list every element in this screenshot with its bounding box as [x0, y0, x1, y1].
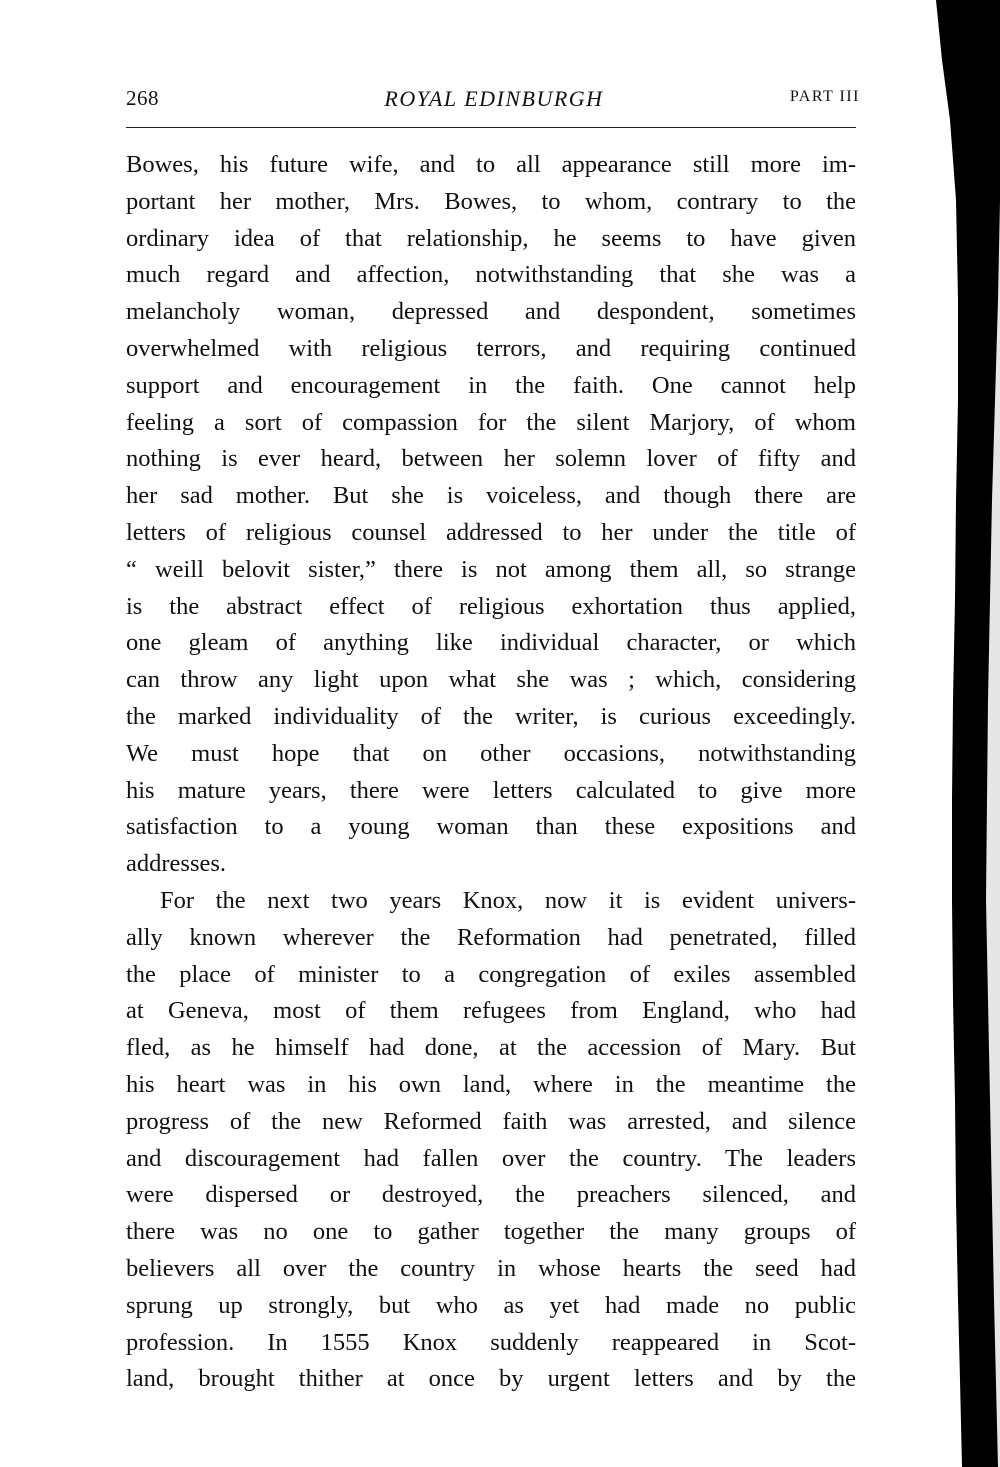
text-line: We must hope that on other occasions, notwithstanding	[126, 739, 856, 767]
text-line: For the next two years Knox, now it is evident univers-	[160, 886, 856, 914]
text-line: were dispersed or destroyed, the preachers silenced, and	[126, 1181, 856, 1209]
text-line: feeling a sort of compassion for the silent Marjory, of whom	[126, 408, 856, 436]
text-line: much regard and affection, notwithstanding that she was a	[126, 261, 856, 289]
text-line: the place of minister to a congregation of exiles assembled	[126, 960, 856, 988]
text-line: letters of religious counsel addressed to her under the title of	[126, 518, 856, 546]
text-line: one gleam of anything like individual character, or which	[126, 629, 856, 657]
text-line: his heart was in his own land, where in the meantime the	[126, 1070, 856, 1098]
page-number: 268	[126, 86, 159, 110]
text-line: ally known wherever the Reformation had penetrated, filled	[126, 923, 856, 951]
text-line: satisfaction to a young woman than these expositions and	[126, 813, 856, 841]
text-line: sprung up strongly, but who as yet had made no public	[126, 1291, 856, 1319]
text-line: support and encouragement in the faith. One cannot help	[126, 371, 856, 399]
text-line: melancholy woman, depressed and despondent, sometimes	[126, 298, 856, 326]
text-line: profession. In 1555 Knox suddenly reappeared in Scot-	[126, 1328, 856, 1356]
text-line: Bowes, his future wife, and to all appearance still more im-	[126, 151, 856, 178]
text-line: overwhelmed with religious terrors, and requiring continued	[126, 334, 856, 362]
text-line: nothing is ever heard, between her solemn lover of fifty and	[126, 445, 856, 473]
text-line: believers all over the country in whose hearts the seed had	[126, 1254, 856, 1282]
text-line: progress of the new Reformed faith was arrested, and silence	[126, 1107, 856, 1135]
body-text	[126, 147, 856, 1398]
running-head	[126, 86, 860, 116]
text-line: portant her mother, Mrs. Bowes, to whom, contrary to the	[126, 187, 856, 215]
part-label: PART III	[789, 88, 860, 105]
text-line: and discouragement had fallen over the country. The leaders	[126, 1144, 856, 1172]
text-line: can throw any light upon what she was ; which, considering	[126, 666, 856, 694]
text-line: at Geneva, most of them refugees from England, who had	[126, 997, 856, 1025]
header-rule	[126, 127, 856, 128]
text-line: addresses.	[126, 850, 227, 878]
text-line: there was no one to gather together the many groups of	[126, 1218, 856, 1246]
binding-shadow	[928, 0, 1000, 1467]
text-line: “ weill belovit sister,” there is not among them all, so strange	[126, 555, 856, 583]
text-line: is the abstract effect of religious exhortation thus applied,	[126, 592, 856, 620]
text-line: his mature years, there were letters calculated to give more	[126, 776, 856, 804]
text-line: her sad mother. But she is voiceless, and though there are	[126, 482, 856, 510]
text-line: fled, as he himself had done, at the accession of Mary. But	[126, 1034, 856, 1062]
text-line: land, brought thither at once by urgent letters and by the	[126, 1365, 856, 1393]
text-line: the marked individuality of the writer, is curious exceedingly.	[126, 702, 856, 730]
running-title: ROYAL EDINBURGH	[384, 86, 604, 111]
text-line: ordinary idea of that relationship, he seems to have given	[126, 224, 856, 252]
